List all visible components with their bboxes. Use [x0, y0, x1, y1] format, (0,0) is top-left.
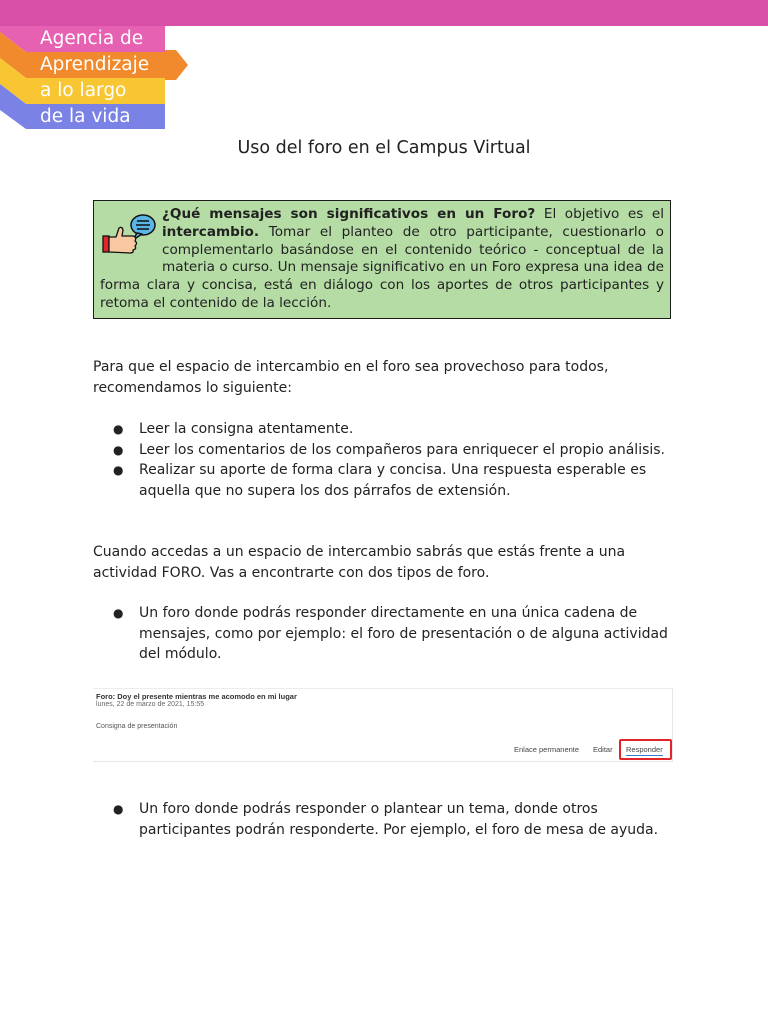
- list-item-text: Leer los comentarios de los compañeros para enriquecer el propio análisis.: [139, 441, 666, 458]
- forum-post-date: lunes, 22 de marzo de 2021, 15:55: [96, 701, 205, 708]
- list-item: [93, 460, 673, 501]
- reply-link[interactable]: Responder: [626, 745, 663, 754]
- foro-intro-paragraph: Cuando accedas a un espacio de intercambio sabrás que estás frente a una actividad FORO. Vas a encontrarte con dos tipos de foro.: [93, 544, 626, 581]
- list-item: [93, 440, 673, 461]
- info-callout-box: [93, 200, 671, 319]
- intro-paragraph: Para que el espacio de intercambio en el foro sea provechoso para todos, recomendamos lo siguiente:: [93, 359, 609, 396]
- edit-link[interactable]: Editar: [593, 745, 613, 754]
- list-item-text: Un foro donde podrás responder o plantear un tema, donde otros participantes podrán responderte. Por ejemplo, el foro de mesa de ayuda.: [139, 801, 659, 838]
- bullet-icon: ●: [113, 422, 124, 436]
- forum-post-title: Foro: Doy el presente mientras me acomodo en mi lugar: [96, 692, 297, 701]
- recommendations-list: [93, 419, 673, 501]
- logo-text-line-3: a lo largo: [40, 80, 127, 101]
- forum-post-body: Consigna de presentación: [96, 723, 178, 730]
- bullet-icon: ●: [113, 463, 124, 477]
- list-item: [93, 419, 673, 440]
- list-item: [93, 603, 673, 665]
- logo-text-line-4: de la vida: [40, 106, 131, 127]
- forum-type-list-1: [93, 603, 673, 665]
- permalink-link[interactable]: Enlace permanente: [514, 745, 580, 754]
- top-banner-bar: [0, 0, 768, 26]
- bullet-icon: ●: [113, 802, 124, 816]
- page-title: Uso del foro en el Campus Virtual: [237, 138, 531, 158]
- list-item: [93, 799, 673, 840]
- list-item-text: Un foro donde podrás responder directamente en una única cadena de mensajes, como por ejemplo: el foro de presentación o de alguna actividad del módulo.: [139, 605, 668, 662]
- bullet-icon: ●: [113, 442, 124, 457]
- forum-type-list-2: [93, 799, 673, 840]
- info-text-part-1: El objetivo es el: [535, 206, 664, 222]
- thumbs-up-speech-bubble-icon: [100, 206, 160, 260]
- forum-post-screenshot: [93, 688, 673, 762]
- reply-highlight-box: [619, 739, 672, 760]
- logo-text-line-1: Agencia de: [40, 28, 144, 49]
- agency-logo: [0, 26, 200, 130]
- list-item-text: Realizar su aporte de forma clara y concisa. Una respuesta esperable es aquella que no supera los dos párrafos de extensión.: [139, 462, 647, 499]
- info-keyword: intercambio.: [162, 223, 260, 240]
- list-item-text: Leer la consigna atentamente.: [139, 421, 354, 437]
- info-text-part-2: Tomar el planteo de otro participante, cuestionarlo o complementarlo basándose en el contenido teórico - conceptual de la materia o curso. Un mensaje significativo en un Foro expresa una idea de forma clara y concisa, está en diálogo con los aportes de otros participantes y retoma el contenido de la lección.: [100, 223, 664, 311]
- logo-text-line-2: Aprendizaje: [40, 54, 150, 75]
- info-question: ¿Qué mensajes son significativos en un Foro?: [162, 206, 536, 222]
- bullet-icon: ●: [113, 606, 124, 620]
